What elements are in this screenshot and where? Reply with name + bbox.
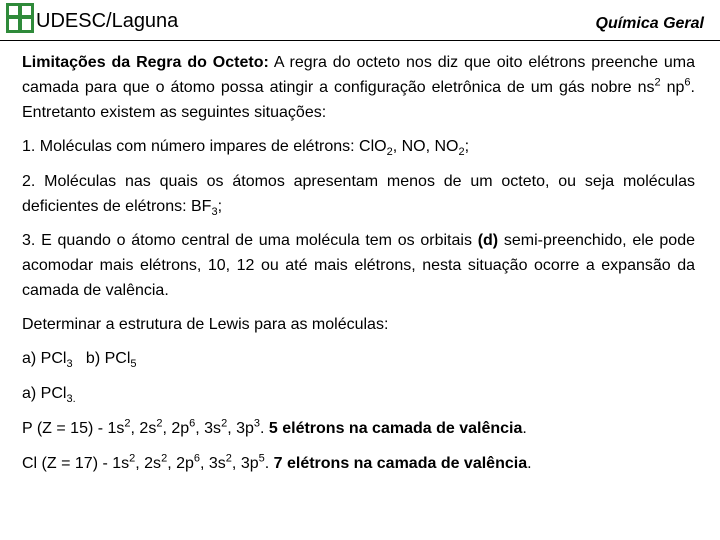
part-a-heading — [22, 381, 695, 406]
p-config-sup: 6 — [189, 417, 196, 430]
part-a-label: a) PCl — [22, 385, 67, 402]
udesc-logo-icon — [6, 3, 34, 33]
item-2-text-1: 2. Moléculas nas quais os átomos apresentam menos de um octeto, ou seja moléculas deficientes de elétrons: BF — [22, 173, 695, 215]
intro-lead: Limitações da Regra do Octeto: — [22, 54, 269, 71]
cl-config-text: , 2s — [135, 455, 162, 472]
item-1-text-3: ; — [464, 138, 470, 155]
p-valence-note: 5 elétrons na camada de valência — [268, 420, 523, 437]
cl-config-sup: 5 — [258, 452, 265, 465]
cl-config-sup: 6 — [193, 452, 200, 465]
p-config-sup: 2 — [156, 417, 163, 430]
option-a-sub: 3 — [66, 358, 73, 371]
item-1 — [22, 134, 695, 159]
option-b: b) PCl — [85, 350, 131, 367]
part-a-sub: 3. — [66, 393, 76, 406]
cl-config-text: . — [527, 455, 532, 472]
p-config-sup: 2 — [221, 417, 228, 430]
brand-name: UDESC/Laguna — [36, 10, 179, 32]
item-1-sub-2: 2 — [458, 146, 465, 159]
intro-sup-2: 6 — [684, 76, 691, 89]
item-2 — [22, 169, 695, 219]
cl-config-text: . — [264, 455, 274, 472]
p-config-sup: 3 — [253, 417, 260, 430]
item-3 — [22, 228, 695, 303]
cl-config-sup: 2 — [129, 452, 136, 465]
intro-text-2: np — [660, 79, 685, 96]
content — [22, 50, 695, 476]
intro-text-1: A regra do octeto nos diz que oito elétrons preenche uma camada para que o átomo possa atingir a configuração eletrônica de um gás nobre ns — [22, 54, 696, 96]
cl-config-text: , 2p — [167, 455, 194, 472]
item-3-text-2: semi-preenchido, ele pode acomodar mais elétrons, 10, 12 ou até mais elétrons, nesta situação ocorre a expansão da camada de valência. — [22, 232, 695, 299]
intro-text-3: . Entretanto existem as seguintes situações: — [22, 79, 695, 121]
item-1-text-1: 1. Moléculas com número impares de elétrons: ClO — [22, 138, 387, 155]
cl-config-sup: 2 — [225, 452, 232, 465]
course-title: Química Geral — [595, 15, 704, 32]
p-config-text: . — [522, 420, 527, 437]
header — [0, 0, 720, 42]
option-a: a) PCl — [22, 350, 67, 367]
item-2-text-2: ; — [217, 198, 223, 215]
task-line: Determinar a estrutura de Lewis para as moléculas: — [22, 316, 389, 333]
item-1-sub-1: 2 — [386, 146, 393, 159]
p-config-text: . — [260, 420, 269, 437]
cl-config-text: Cl (Z = 17) - 1s — [22, 455, 130, 472]
item-2-sub-1: 3 — [211, 206, 218, 219]
item-1-text-2: , NO, NO — [392, 138, 459, 155]
p-config-text: , 2p — [162, 420, 190, 437]
intro-paragraph — [22, 50, 695, 125]
p-configuration — [22, 416, 695, 441]
option-b-sub: 5 — [130, 358, 137, 371]
cl-config-text: , 3s — [200, 455, 226, 472]
cl-valence-note: 7 elétrons na camada de valência — [273, 455, 528, 472]
p-config-text: , 2s — [130, 420, 157, 437]
item-3-text-1: 3. E quando o átomo central de uma molécula tem os orbitais — [22, 232, 478, 249]
options-line — [22, 346, 695, 371]
intro-sup-1: 2 — [654, 76, 661, 89]
cl-configuration — [22, 451, 695, 476]
cl-config-text: , 3p — [231, 455, 259, 472]
p-config-text: P (Z = 15) - 1s — [22, 420, 125, 437]
cl-config-sup: 2 — [161, 452, 168, 465]
p-config-text: , 3p — [227, 420, 254, 437]
item-3-bold: (d) — [477, 232, 499, 249]
p-config-text: , 3s — [195, 420, 222, 437]
p-config-sup: 2 — [124, 417, 131, 430]
header-divider — [0, 40, 720, 41]
